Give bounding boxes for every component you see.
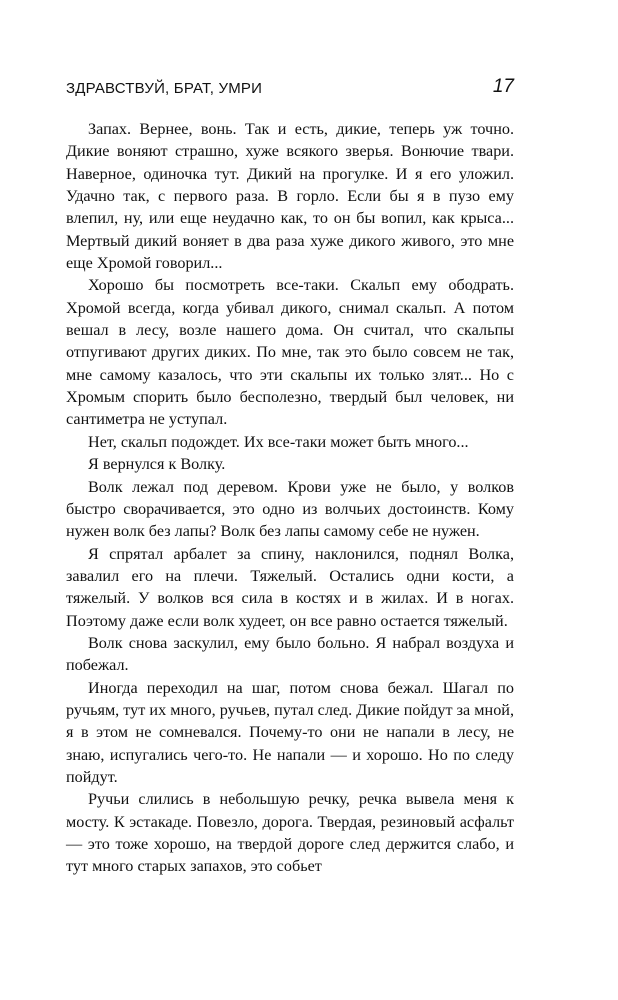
paragraph: Ручьи слились в небольшую речку, речка вывела меня к мосту. К эстакаде. Повезло, дорога. Твердая, резиновый асфальт — это тоже хорошо, на твердой дороге след держится слабо, и тут много старых запахов, это собьет xyxy=(66,790,514,876)
paragraph: Запах. Вернее, вонь. Так и есть, дикие, теперь уж точно. Дикие воняют страшно, хуже всякого зверья. Вонючие твари. Наверное, одиночка тут. Дикий на прогулке. И я его уложил. Удачно так, с первого раза. В горло. Если бы я в пузо ему влепил, ну, или еще неудачно как, то он бы вопил, как крыса... Мертвый дикий воняет в два раза хуже дикого живого, это мне еще Хромой говорил... xyxy=(66,120,514,273)
paragraph: Я спрятал арбалет за спину, наклонился, поднял Волка, завалил его на плечи. Тяжелый. Остались одни кости, а тяжелый. У волков вся сила в костях и в жилах. И в ногах. Поэтому даже если волк худеет, он все равно остается тяжелый. xyxy=(66,544,514,630)
running-head xyxy=(66,78,518,102)
paragraph: Иногда переходил на шаг, потом снова бежал. Шагал по ручьям, тут их много, ручьев, путал след. Дикие пойдут за мной, я в этом не сомневался. Почему-то они не напали в лесу, не знаю, испугались чего-то. Не напали — и хорошо. Но по следу пойдут. xyxy=(66,678,514,786)
page-number: 17 xyxy=(492,76,514,97)
paragraph: Нет, скальп подождет. Их все-таки может быть много... xyxy=(88,432,469,451)
paragraph: Волк снова заскулил, ему было больно. Я набрал воздуха и побежал. xyxy=(66,633,514,675)
paragraph: Хорошо бы посмотреть все-таки. Скальп ему ободрать. Хромой всегда, когда убивал дикого, снимал скальп. А потом вешал в лесу, возле нашего дома. Он считал, что скальпы отпугивают других диких. По мне, так это было совсем не так, мне самому казалось, что эти скальпы их только злят... Но с Хромым спорить было бесполезно, твердый был человек, ни сантиметра не уступал. xyxy=(66,276,514,429)
paragraph: Волк лежал под деревом. Крови уже не было, у волков быстро сворачивается, это одно из волчьих достоинств. Кому нужен волк без лапы? Волк без лапы самому себе не нужен. xyxy=(66,477,514,541)
book-title: ЗДРАВСТВУЙ, БРАТ, УМРИ xyxy=(66,80,263,97)
body-text xyxy=(66,118,514,878)
paragraph: Я вернулся к Волку. xyxy=(88,455,226,474)
